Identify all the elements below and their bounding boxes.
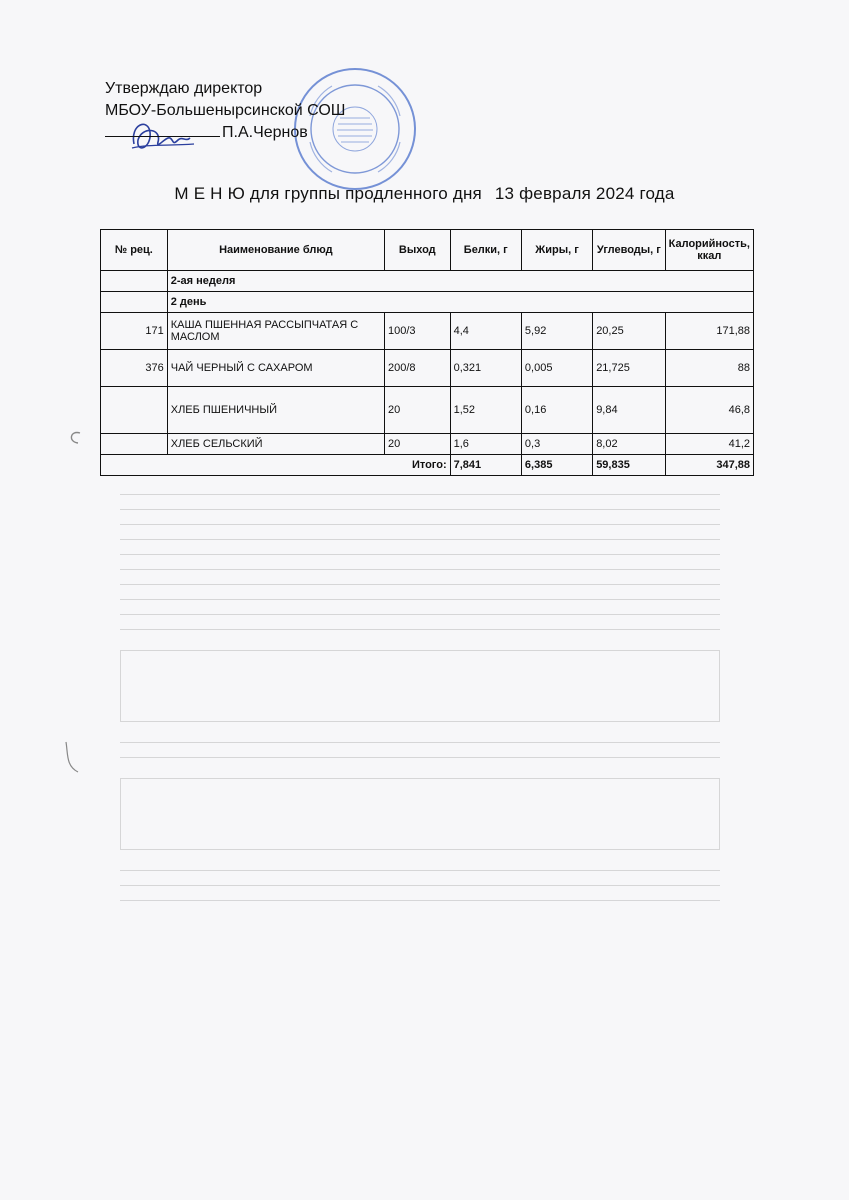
dish-calories: 41,2 <box>665 434 753 455</box>
dish-protein: 1,6 <box>450 434 521 455</box>
total-label: Итого: <box>101 455 451 476</box>
week-row-empty-cell <box>101 271 168 292</box>
day-row <box>101 292 754 313</box>
approval-block <box>105 78 345 144</box>
dish-carbs: 20,25 <box>593 313 665 350</box>
dish-output: 20 <box>384 434 450 455</box>
dish-carbs: 8,02 <box>593 434 665 455</box>
table-row <box>101 434 754 455</box>
table-header-row <box>101 230 754 271</box>
header-output: Выход <box>384 230 450 271</box>
header-fat: Жиры, г <box>521 230 592 271</box>
dish-protein: 1,52 <box>450 387 521 434</box>
dish-output: 20 <box>384 387 450 434</box>
table-row <box>101 350 754 387</box>
dish-name: ЧАЙ ЧЕРНЫЙ С САХАРОМ <box>167 350 384 387</box>
day-row-empty-cell <box>101 292 168 313</box>
menu-title-prefix: М Е Н Ю для группы продленного дня <box>174 184 482 203</box>
table-row <box>101 313 754 350</box>
dish-name: ХЛЕБ ПШЕНИЧНЫЙ <box>167 387 384 434</box>
menu-table <box>100 229 754 476</box>
dish-protein: 0,321 <box>450 350 521 387</box>
header-carbs: Углеводы, г <box>593 230 665 271</box>
total-protein: 7,841 <box>450 455 521 476</box>
signature-line <box>105 122 345 144</box>
week-label: 2-ая неделя <box>167 271 753 292</box>
total-row <box>101 455 754 476</box>
director-name: П.А.Чернов <box>222 124 308 141</box>
menu-date: 13 февраля 2024 года <box>494 184 675 203</box>
scan-artifact-mark <box>66 430 84 446</box>
dish-carbs: 9,84 <box>593 387 665 434</box>
total-fat: 6,385 <box>521 455 592 476</box>
total-carbs: 59,835 <box>593 455 665 476</box>
header-protein: Белки, г <box>450 230 521 271</box>
dish-output: 100/3 <box>384 313 450 350</box>
header-recipe-number: № рец. <box>101 230 168 271</box>
bleed-through-texture <box>120 480 720 1180</box>
signature-underline <box>105 122 220 137</box>
approval-title: Утверждаю директор <box>105 80 263 97</box>
week-row <box>101 271 754 292</box>
dish-name: КАША ПШЕННАЯ РАССЫПЧАТАЯ С МАСЛОМ <box>167 313 384 350</box>
recipe-number: 376 <box>101 350 168 387</box>
table-row <box>101 387 754 434</box>
recipe-number <box>101 387 168 434</box>
dish-fat: 5,92 <box>521 313 592 350</box>
dish-output: 200/8 <box>384 350 450 387</box>
dish-fat: 0,005 <box>521 350 592 387</box>
dish-fat: 0,3 <box>521 434 592 455</box>
dish-name: ХЛЕБ СЕЛЬСКИЙ <box>167 434 384 455</box>
total-calories: 347,88 <box>665 455 753 476</box>
recipe-number <box>101 434 168 455</box>
header-dish-name: Наименование блюд <box>167 230 384 271</box>
header-calories: Калорийность, ккал <box>665 230 753 271</box>
dish-calories: 88 <box>665 350 753 387</box>
recipe-number: 171 <box>101 313 168 350</box>
school-name: МБОУ-Большенырсинской СОШ <box>105 102 346 119</box>
dish-calories: 171,88 <box>665 313 753 350</box>
menu-title <box>0 184 849 204</box>
dish-fat: 0,16 <box>521 387 592 434</box>
dish-carbs: 21,725 <box>593 350 665 387</box>
day-label: 2 день <box>167 292 753 313</box>
scan-artifact-mark <box>62 740 84 776</box>
dish-calories: 46,8 <box>665 387 753 434</box>
dish-protein: 4,4 <box>450 313 521 350</box>
